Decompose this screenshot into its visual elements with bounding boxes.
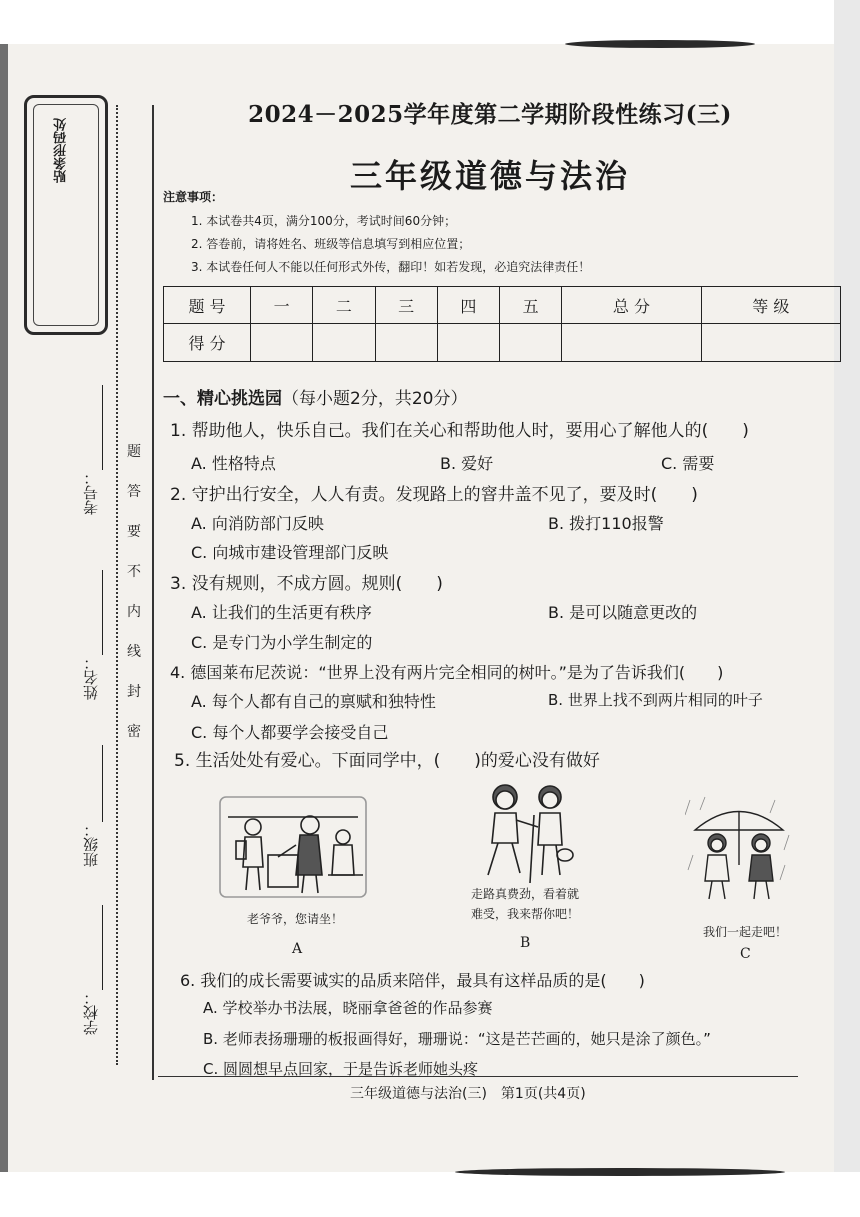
picture-a-caption: 老爷爷，您请坐！ [246,912,343,926]
exam-number-field[interactable]: 考号： [82,470,100,515]
picture-b-caption: 走路真费劲，看着就 难受，我来帮你吧！ [470,887,579,921]
score-row-label: 得 分 [164,324,251,362]
scan-margin-right [834,0,860,1217]
score-table [163,286,841,362]
option-b[interactable]: B. 世界上找不到两片相同的叶子 [548,691,763,709]
footer-rule [158,1076,798,1077]
exam-number-line [102,385,103,470]
school-field[interactable]: 学校： [82,990,100,1035]
seal-line [116,105,118,1065]
subject-title: 三年级道德与法治 [349,157,630,195]
scan-shadow-top [565,40,755,48]
score-header-cell: 二 [313,287,375,324]
class-field[interactable]: 班级： [82,822,100,867]
note-item: 1. 本试卷共4页，满分100分，考试时间60分钟； [191,214,457,228]
score-cell[interactable] [562,324,701,362]
score-header-cell: 总 分 [562,287,701,324]
name-field[interactable]: 姓名： [82,655,100,700]
scan-margin-bottom [0,1172,860,1217]
option-c[interactable]: C. 圆圆想早点回家，于是告诉老师她头疼 [203,1060,479,1078]
score-header-cell: 五 [500,287,562,324]
option-a[interactable]: A. 学校举办书法展，晓丽拿爸爸的作品参赛 [203,999,493,1017]
score-header-cell: 三 [375,287,437,324]
option-c[interactable]: C. 向城市建设管理部门反映 [191,543,389,562]
picture-b-label: B [520,935,531,951]
score-cell[interactable] [500,324,562,362]
option-b[interactable]: B. 拨打110报警 [548,514,664,533]
section-heading: 一、精心挑选园（每小题2分，共20分） [163,389,468,409]
page-footer: 三年级道德与法治(三) 第1页(共4页) [350,1086,586,1102]
score-header-cell: 题 号 [164,287,251,324]
school-line [102,905,103,990]
name-line [102,570,103,655]
score-cell[interactable] [251,324,313,362]
question-2: 2. 守护出行安全，人人有责。发现路上的窨井盖不见了，要及时( ) [170,485,698,505]
option-b[interactable]: B. 是可以随意更改的 [548,603,698,622]
option-b[interactable]: B. 爱好 [440,454,494,473]
picture-c-sharing-umbrella[interactable] [685,795,793,905]
question-1: 1. 帮助他人，快乐自己。我们在关心和帮助他人时，要用心了解他人的( ) [170,421,749,441]
seal-warning: 题 答 要 不 内 线 封 密 [127,444,141,740]
margin-rule [152,105,154,1080]
scan-shadow-bottom [455,1168,785,1176]
option-a[interactable]: A. 向消防部门反映 [191,514,324,533]
score-cell[interactable] [375,324,437,362]
question-4: 4. 德国莱布尼茨说：“世界上没有两片完全相同的树叶。”是为了告诉我们( ) [170,663,724,682]
picture-a-label: A [292,941,303,957]
barcode-label: 贴条形码处 [54,118,69,183]
option-c[interactable]: C. 是专门为小学生制定的 [191,633,373,652]
score-cell[interactable] [313,324,375,362]
exam-title: 2024－2025学年度第二学期阶段性练习(三) [248,101,732,128]
score-cell[interactable] [437,324,499,362]
option-b[interactable]: B. 老师表扬珊珊的板报画得好，珊珊说：“这是芒芒画的，她只是涂了颜色。” [203,1030,711,1048]
picture-a-seat-offering[interactable] [218,795,368,900]
score-cell[interactable] [701,324,840,362]
score-header-cell: 四 [437,287,499,324]
option-a[interactable]: A. 性格特点 [191,454,276,473]
option-c[interactable]: C. 需要 [661,454,715,473]
score-header-cell: 等 级 [701,287,840,324]
note-item: 2. 答卷前，请将姓名、班级等信息填写到相应位置； [191,237,471,251]
picture-b-helping-classmate[interactable] [470,775,585,887]
picture-c-caption: 我们一起走吧！ [702,925,787,939]
score-header-cell: 一 [251,287,313,324]
notes [163,188,590,279]
question-5: 5. 生活处处有爱心。下面同学中，( )的爱心没有做好 [174,751,600,771]
option-a[interactable]: A. 让我们的生活更有秩序 [191,603,372,622]
option-a[interactable]: A. 每个人都有自己的禀赋和独特性 [191,692,436,711]
picture-c-label: C [740,946,751,962]
question-3: 3. 没有规则，不成方圆。规则( ) [170,574,443,594]
option-c[interactable]: C. 每个人都要学会接受自己 [191,723,389,742]
class-line [102,745,103,822]
note-item: 3. 本试卷任何人不能以任何形式外传，翻印！如若发现，必追究法律责任！ [191,260,591,274]
notes-heading: 注意事项： [163,190,224,204]
question-6: 6. 我们的成长需要诚实的品质来陪伴，最具有这样品质的是( ) [180,971,645,990]
scan-margin-top [0,0,860,44]
